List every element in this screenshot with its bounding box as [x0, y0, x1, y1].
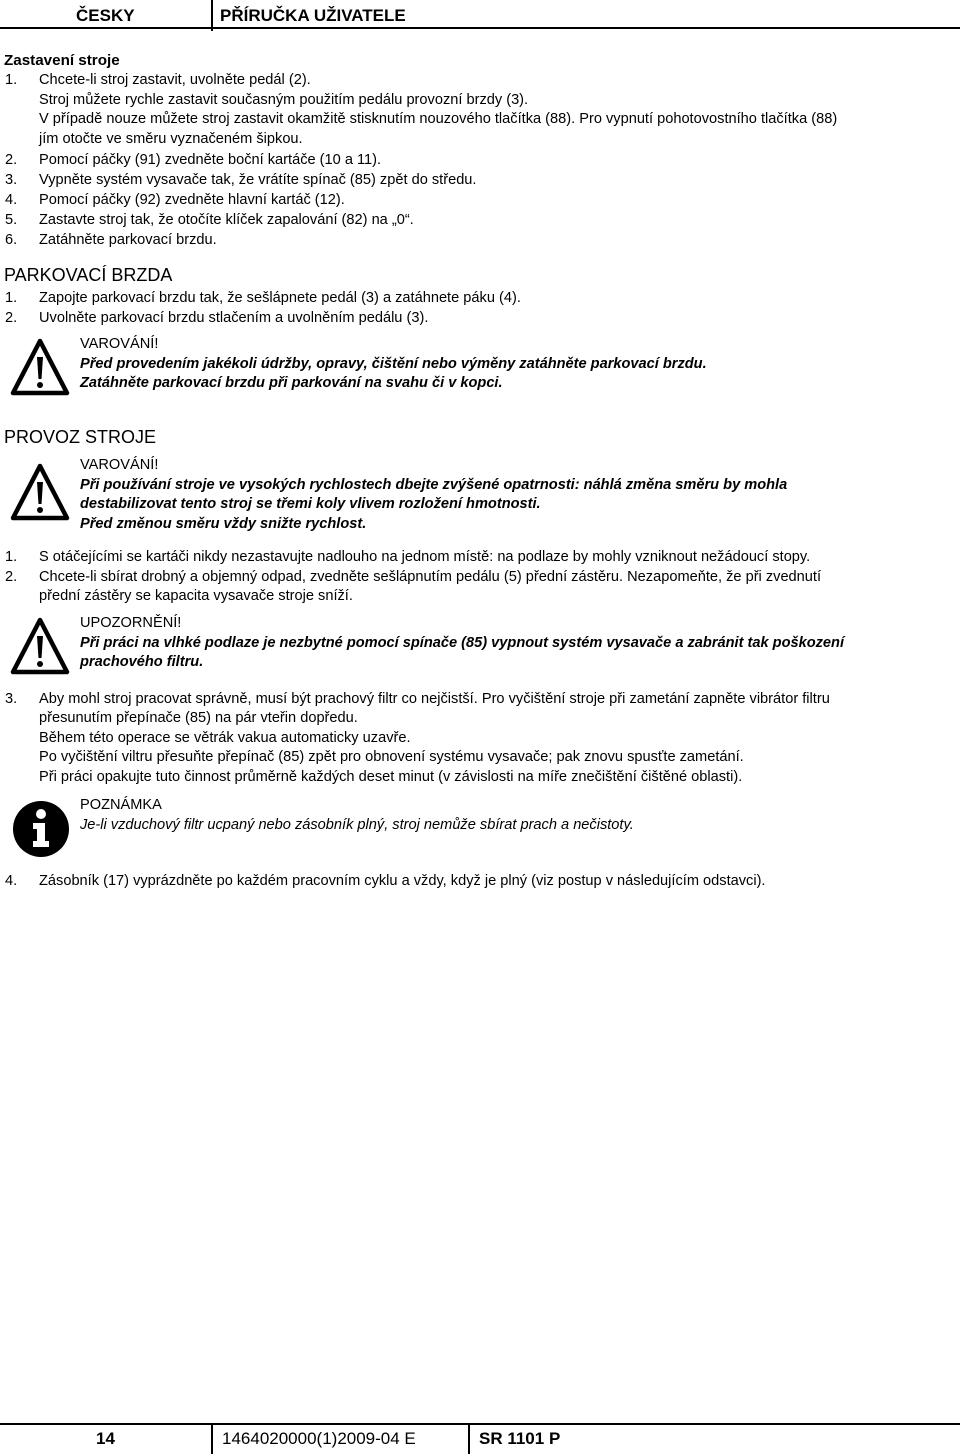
item-text: Uvolněte parkovací brzdu stlačením a uvolněním pedálu (3). [39, 310, 429, 326]
item-number: 3. [5, 691, 18, 707]
item-text: Pomocí páčky (92) zvedněte hlavní kartáč (12). [39, 192, 345, 208]
item-text: Zastavte stroj tak, že otočíte klíček zapalování (82) na „0“. [39, 212, 414, 228]
item-text: Chcete-li stroj zastavit, uvolněte pedál (2). [39, 72, 311, 88]
warning-heading: VAROVÁNÍ! [80, 336, 159, 352]
item-text: Při práci opakujte tuto činnost průměrně každých deset minut (v závislosti na míře znečištění čištěné oblasti). [39, 769, 743, 785]
note-heading: POZNÁMKA [80, 797, 162, 813]
item-number: 2. [5, 152, 18, 168]
item-text: přesunutím přepínače (85) na pár vteřin dopředu. [39, 710, 358, 726]
document-code: 1464020000(1)2009-04 E [222, 1429, 416, 1448]
footer-divider [468, 1423, 470, 1454]
page-number: 14 [96, 1429, 115, 1448]
item-number: 2. [5, 569, 18, 585]
warning-text: Zatáhněte parkovací brzdu při parkování na svahu či v kopci. [80, 375, 503, 391]
item-text: Stroj můžete rychle zastavit současným použitím pedálu provozní brzdy (3). [39, 92, 529, 108]
section-title-parking: PARKOVACÍ BRZDA [4, 265, 173, 285]
section-title-operation: PROVOZ STROJE [4, 427, 157, 447]
item-text: Vypněte systém vysavače tak, že vrátíte spínač (85) zpět do středu. [39, 172, 477, 188]
warning-triangle-icon [10, 337, 70, 397]
item-number: 1. [5, 290, 18, 306]
caution-heading: UPOZORNĚNÍ! [80, 615, 182, 631]
caution-text: Při práci na vlhké podlaze je nezbytné pomocí spínače (85) vypnout systém vysavače a zabránit tak poškození [80, 634, 845, 651]
header-language: ČESKY [0, 3, 215, 29]
warning-triangle-icon [10, 616, 70, 676]
item-number: 6. [5, 232, 18, 248]
note-text: Je-li vzduchový filtr ucpaný nebo zásobník plný, stroj nemůže sbírat prach a nečistoty. [80, 816, 634, 833]
item-text: Zatáhněte parkovací brzdu. [39, 232, 217, 248]
header-divider [211, 0, 213, 31]
warning-text: Před změnou směru vždy snižte rychlost. [80, 515, 367, 532]
item-text: Aby mohl stroj pracovat správně, musí být prachový filtr co nejčistší. Pro vyčištění stroje při zametání zapněte vibrátor filtru [39, 691, 830, 707]
header-title: PŘÍRUČKA UŽIVATELE [210, 3, 960, 29]
info-icon [12, 800, 70, 858]
item-number: 5. [5, 212, 18, 228]
warning-heading: VAROVÁNÍ! [80, 457, 159, 473]
item-text: jím otočte ve směru vyznačeném šipkou. [39, 131, 303, 147]
footer-divider [211, 1423, 213, 1454]
item-text: Po vyčištění viltru přesuňte přepínač (85) zpět pro obnovení systému vysavače; pak znovu spusťte zametání. [39, 749, 744, 765]
item-number: 4. [5, 192, 18, 208]
item-number: 4. [5, 873, 18, 889]
caution-text: prachového filtru. [80, 654, 204, 670]
item-text: Chcete-li sbírat drobný a objemný odpad, zvedněte sešlápnutím pedálu (5) přední zástěru. Nezapomeňte, že při zvednutí [39, 569, 822, 585]
item-text: Zapojte parkovací brzdu tak, že sešlápnete pedál (3) a zatáhnete páku (4). [39, 290, 521, 306]
item-number: 1. [5, 549, 18, 565]
warning-text: Před provedením jakékoli údržby, opravy, čištění nebo výměny zatáhněte parkovací brzdu. [80, 355, 707, 372]
section-title-stopping: Zastavení stroje [4, 52, 120, 69]
item-text: Pomocí páčky (91) zvedněte boční kartáče (10 a 11). [39, 152, 382, 168]
item-text: Během této operace se větrák vakua automaticky uzavře. [39, 730, 411, 746]
model-name: SR 1101 P [479, 1429, 561, 1448]
item-text: přední zástěry se kapacita vysavače stroje sníží. [39, 588, 353, 604]
item-number: 1. [5, 72, 18, 88]
warning-text: destabilizovat tento stroj se třemi koly vlivem rozložení hmotnosti. [80, 496, 541, 512]
item-text: S otáčejícími se kartáči nikdy nezastavujte nadlouho na jednom místě: na podlaze by mohly vzniknout nežádoucí stopy. [39, 549, 811, 565]
item-text: Zásobník (17) vyprázdněte po každém pracovním cyklu a vždy, když je plný (viz postup v následujícím odstavci). [39, 873, 766, 889]
item-number: 3. [5, 172, 18, 188]
warning-text: Při používání stroje ve vysokých rychlostech dbejte zvýšené opatrnosti: náhlá změna směru by mohla [80, 476, 788, 493]
item-text: V případě nouze můžete stroj zastavit okamžitě stisknutím nouzového tlačítka (88). Pro vypnutí pohotovostního tlačítka (88) [39, 111, 838, 127]
item-number: 2. [5, 310, 18, 326]
warning-triangle-icon [10, 462, 70, 522]
